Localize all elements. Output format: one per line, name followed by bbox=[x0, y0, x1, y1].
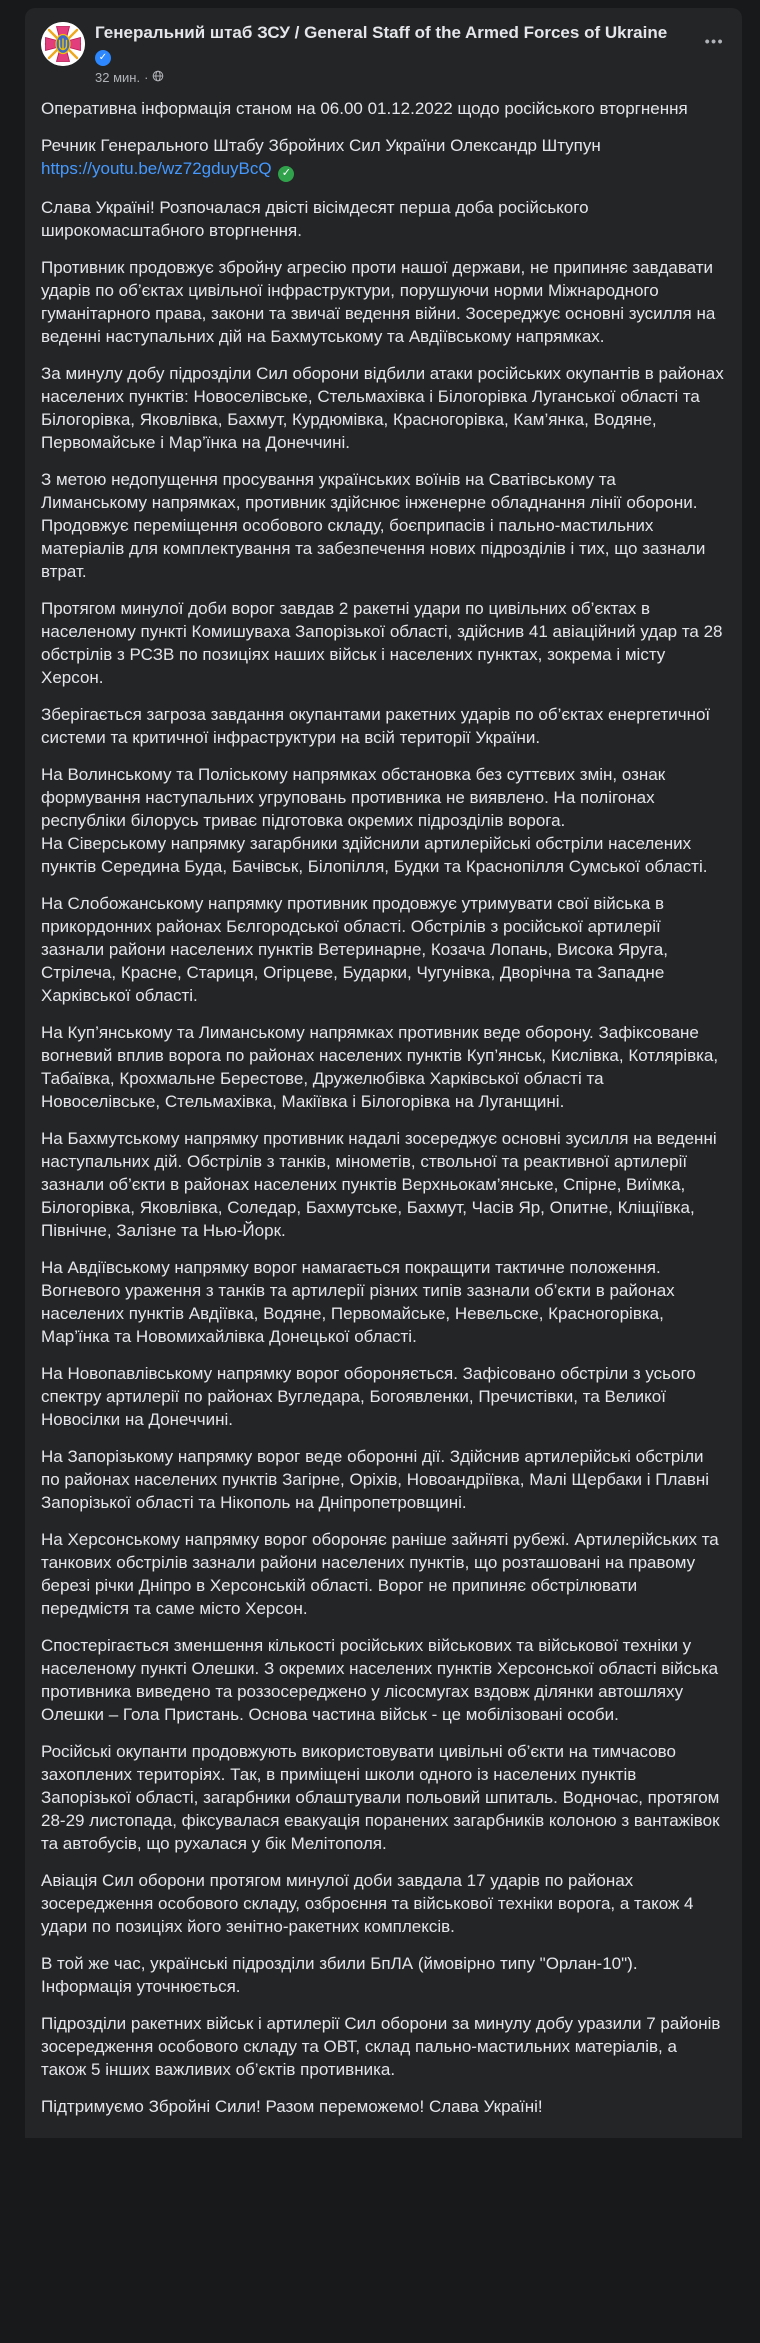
page-name-link[interactable]: Генеральний штаб ЗСУ / General Staff of the Armed Forces of Ukraine bbox=[95, 23, 668, 42]
post-paragraph: Протягом минулої доби ворог завдав 2 ракетні удари по цивільних об’єктах в населеному пункті Комишуваха Запорізької області, здійснив 41 авіаційний удар та 28 обстрілів з РСЗВ по позиціях наших військ і населених пунктах, зокрема і місту Херсон. bbox=[41, 598, 723, 687]
post-meta bbox=[95, 70, 675, 84]
post-paragraph: Підтримуємо Збройні Сили! Разом переможемо! Слава Україні! bbox=[41, 2096, 543, 2116]
post-header-info bbox=[95, 22, 703, 84]
post-paragraph: Противник продовжує збройну агресію проти нашої держави, не припиняє завдавати ударів по об’єктах цивільної інфраструктури, порушуючи норми Міжнародного гуманітарного права, закони та звичаї ведення війни. Зосереджує основні зусилля на веденні наступальних дій на Бахмутському та Авдіївському напрямках. bbox=[41, 257, 716, 346]
post-paragraph: Авіація Сил оборони протягом минулої доби завдала 17 ударів по районах зосередження особового складу, озброєння та військової техніки ворога, а також 4 удари по позиціях його зенітно-ракетних комплексів. bbox=[41, 1870, 694, 1936]
post-paragraph: На Новопавлівському напрямку ворог обороняється. Зафісовано обстріли з усього спектру артилерії по районах Вугледара, Богоявленки, Пречистівки, та Великої Новосілки на Донеччині. bbox=[41, 1363, 696, 1429]
post-paragraph: З метою недопущення просування українських воїнів на Сватівському та Лиманському напрямках, противник здійснює інженерне обладнання лінії оборони. Продовжує переміщення особового складу, боєприпасів і пально-мастильних матеріалів для комплектування та забезпечення нових підрозділів і тих, що зазнали втрат. bbox=[41, 469, 706, 581]
post-body bbox=[25, 84, 742, 2118]
post-paragraph: Зберігається загроза завдання окупантами ракетних ударів по об’єктах енергетичної системи та критичної інфраструктури на всій території України. bbox=[41, 704, 711, 747]
post-header bbox=[25, 22, 742, 84]
more-options-button[interactable]: ••• bbox=[703, 28, 726, 54]
green-check-icon: ✓ bbox=[278, 166, 294, 182]
post-paragraph: За минулу добу підрозділи Сил оборони відбили атаки російських окупантів в районах населених пунктів: Новоселівське, Стельмахівка і Білогорівка Луганської області та Білогорівка, Яковлівка, Бахмут, Курдюмівка, Красногорівка, Кам’янка, Водяне, Первомайське і Мар’їнка на Донеччині. bbox=[41, 363, 724, 452]
post-paragraph: Слава Україні! Розпочалася двісті вісімдесят перша доба російського широкомасштабного вторгнення. bbox=[41, 197, 589, 240]
timestamp-link[interactable]: 32 мин. bbox=[95, 69, 141, 85]
meta-separator: · bbox=[144, 69, 149, 85]
post-paragraph: На Бахмутському напрямку противник надалі зосереджує основні зусилля на веденні наступальних дій. Обстрілів з танків, мінометів, ствольної та реактивної артилерії зазнали об’єкти в районах населених пунктів Верхньокам’янське, Спірне, Виїмка, Білогорівка, Яковлівка, Соледар, Бахмутське, Бахмут, Часів Яр, Опитне, Кліщіївка, Північне, Залізне та Нью-Йорк. bbox=[41, 1128, 717, 1240]
general-staff-emblem-icon bbox=[41, 22, 85, 66]
verified-badge-icon: ✓ bbox=[95, 50, 111, 66]
post-paragraph: На Волинському та Поліському напрямках обстановка без суттєвих змін, ознак формування наступальних угруповань противника не виявлено. На полігонах республіки білорусь триває підготовка окремих підрозділів ворога. На Сіверському напрямку загарбники здійснили артилерійські обстріли населених пунктів Середина Буда, Бачівськ, Білопілля, Будки та Краснопілля Сумської області. bbox=[41, 764, 708, 876]
post-paragraph: Російські окупанти продовжують використовувати цивільні об’єкти на тимчасово захоплених територіях. Так, в приміщені школи одного із населених пунктів Запорізької області, загарбники облаштували польовий шпиталь. Водночас, протягом 28-29 листопада, фіксувалася евакуація поранених загарбників колоною з вантажівок та автобусів, що рухалася у бік Мелітополя. bbox=[41, 1741, 720, 1853]
post-paragraph: На Херсонському напрямку ворог обороняє раніше зайняті рубежі. Артилерійських та танкових обстрілів зазнали райони населених пунктів, що розташовані на правому березі річки Дніпро в Херсонській області. Ворог не припиняє обстрілювати передмістя та саме місто Херсон. bbox=[41, 1529, 719, 1618]
avatar[interactable] bbox=[41, 22, 85, 66]
post-paragraph: Речник Генерального Штабу Збройних Сил України Олександр Штупун https://youtu.be/wz72gduyBcQ ✓ bbox=[41, 134, 726, 182]
post-paragraph: Спостерігається зменшення кількості російських військових та військової техніки у населеному пункті Олешки. З окремих населених пунктів Херсонської області війська противника виведено та роззосереджено у лісосмугах вздовж ділянки автошляху Олешки – Гола Пристань. Основа частина військ - це мобілізовані особи. bbox=[41, 1635, 719, 1724]
post-paragraph: На Запорізькому напрямку ворог веде оборонні дії. Здійснив артилерійські обстріли по районах населених пунктів Загірне, Оріхів, Новоандріївка, Малі Щербаки і Плавні Запорізької області та Нікополь на Дніпропетровщині. bbox=[41, 1446, 710, 1512]
post-paragraph: Підрозділи ракетних військ і артилерії Сил оборони за минулу добу уразили 7 районів зосередження особового складу та ОВТ, склад пально-мастильних матеріалів, а також 5 інших важливих об’єктів противника. bbox=[41, 2013, 721, 2079]
globe-icon bbox=[152, 70, 164, 84]
post-paragraph: На Слобожанському напрямку противник продовжує утримувати свої війська в прикордонних районах Бєлгородської області. Обстрілів з російської артилерії зазнали райони населених пунктів Ветеринарне, Козача Лопань, Висока Яруга, Стрілеча, Красне, Стариця, Огірцеве, Бударки, Чугунівка, Дворічна та Западне Харківської області. bbox=[41, 893, 668, 1005]
post-paragraph: Оперативна інформація станом на 06.00 01.12.2022 щодо російського вторгнення bbox=[41, 99, 688, 119]
post-paragraph: На Авдіївському напрямку ворог намагається покращити тактичне положення. Вогневого ураження з танків та артилерії різних типів зазнали об’єкти в районах населених пунктів Авдіївка, Водяне, Первомайське, Невельске, Красногорівка, Мар’їнка та Новомихайлівка Донецької області. bbox=[41, 1257, 675, 1346]
facebook-post-card bbox=[25, 8, 742, 2138]
post-link[interactable]: https://youtu.be/wz72gduyBcQ bbox=[41, 159, 272, 179]
badge-row bbox=[95, 48, 675, 66]
post-paragraph: В той же час, українські підрозділи збили БпЛА (ймовірно типу "Орлан-10"). Інформація уточнюється. bbox=[41, 1953, 638, 1996]
post-paragraph: На Куп’янському та Лиманському напрямках противник веде оборону. Зафіксоване вогневий вплив ворога по районах населених пунктів Куп’янськ, Кислівка, Котлярівка, Табаївка, Крохмальне Берестове, Дружелюбівка Харківської області та Новоселівське, Стельмахівка, Макіївка і Білогорівка на Луганщині. bbox=[41, 1022, 719, 1111]
